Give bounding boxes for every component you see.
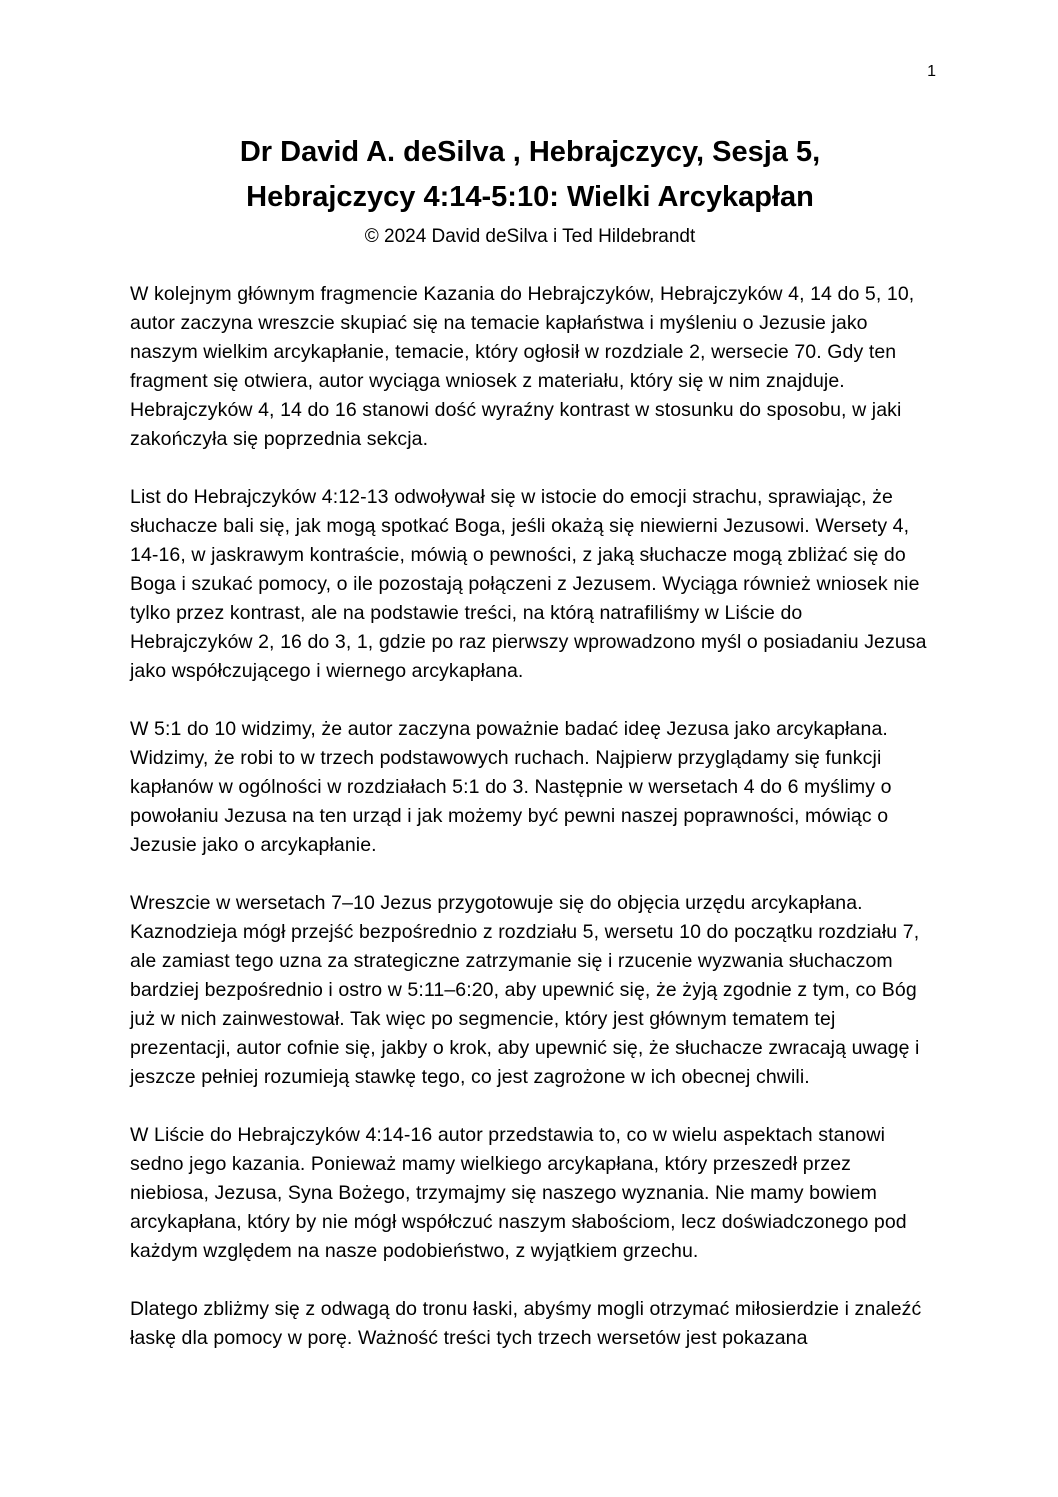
paragraph-2: List do Hebrajczyków 4:12-13 odwoływał się w istocie do emocji strachu, sprawiając, że słuchacze bali się, jak mogą spotkać Boga, jeśli okażą się niewierni Jezusowi. Wersety 4, 14-16, w jaskrawym kontraście, mówią o pewności, z jaką słuchacze mogą zbliżać się do Boga i szukać pomocy, o ile pozostają połączeni z Jezusem. Wyciąga również wniosek nie tylko przez kontrast, ale na podstawie treści, na którą natrafiliśmy w Liście do Hebrajczyków 2, 16 do 3, 1, gdzie po raz pierwszy wprowadzono myśl o posiadaniu Jezusa jako współczującego i wiernego arcykapłana.	[130, 486, 927, 683]
title-line-2: Hebrajczycy 4:14-5:10: Wielki Arcykapłan	[246, 180, 814, 213]
title-line-1: Dr David A. deSilva , Hebrajczycy, Sesja 5,	[239, 136, 821, 168]
document-title	[130, 130, 930, 220]
paragraph-3: W 5:1 do 10 widzimy, że autor zaczyna poważnie badać ideę Jezusa jako arcykapłana. Widzimy, że robi to w trzech podstawowych ruchach. Najpierw przyglądamy się funkcji kapłanów w ogólności w rozdziałach 5:1 do 3. Następnie w wersetach 4 do 6 myślimy o powołaniu Jezusa na ten urząd i jak możemy być pewni naszej poprawności, mówiąc o Jezusie jako o arcykapłanie.	[130, 718, 892, 857]
copyright-line: © 2024 David deSilva i Ted Hildebrandt	[364, 225, 696, 247]
paragraph-1: W kolejnym głównym fragmencie Kazania do Hebrajczyków, Hebrajczyków 4, 14 do 5, 10, autor zaczyna wreszcie skupiać się na temacie kapłaństwa i myśleniu o Jezusie jako naszym wielkim arcykapłanie, temacie, który ogłosił w rozdziale 2, wersecie 70. Gdy ten fragment się otwiera, autor wyciąga wniosek z materiału, który się w nim znajduje. Hebrajczyków 4, 14 do 16 stanowi dość wyraźny kontrast w stosunku do sposobu, w jaki zakończyła się poprzednia sekcja.	[130, 283, 915, 451]
paragraph-5: W Liście do Hebrajczyków 4:14-16 autor przedstawia to, co w wielu aspektach stanowi sedno jego kazania. Ponieważ mamy wielkiego arcykapłana, który przeszedł przez niebiosa, Jezusa, Syna Bożego, trzymajmy się naszego wyznania. Nie mamy bowiem arcykapłana, który by nie mógł współczuć naszym słabościom, lecz doświadczonego pod każdym względem na nasze podobieństwo, z wyjątkiem grzechu.	[130, 1124, 907, 1263]
page-number: 1	[927, 63, 936, 80]
document-content	[130, 130, 930, 1353]
paragraph-4: Wreszcie w wersetach 7–10 Jezus przygotowuje się do objęcia urzędu arcykapłana. Kaznodzieja mógł przejść bezpośrednio z rozdziału 5, wersetu 10 do początku rozdziału 7, ale zamiast tego uzna za strategiczne zatrzymanie się i rzucenie wyzwania słuchaczom bardziej bezpośrednio i ostro w 5:11–6:20, aby upewnić się, że żyją zgodnie z tym, co Bóg już w nich zainwestował. Tak więc po segmencie, który jest głównym tematem tej prezentacji, autor cofnie się, jakby o krok, aby upewnić się, że słuchacze zwracają uwagę i jeszcze pełniej rozumieją stawkę tego, co jest zagrożone w ich obecnej chwili.	[130, 892, 920, 1089]
body-text	[130, 280, 930, 1353]
paragraph-6: Dlatego zbliżmy się z odwagą do tronu łaski, abyśmy mogli otrzymać miłosierdzie i znaleźć łaskę dla pomocy w porę. Ważność treści tych trzech wersetów jest pokazana	[130, 1298, 922, 1350]
